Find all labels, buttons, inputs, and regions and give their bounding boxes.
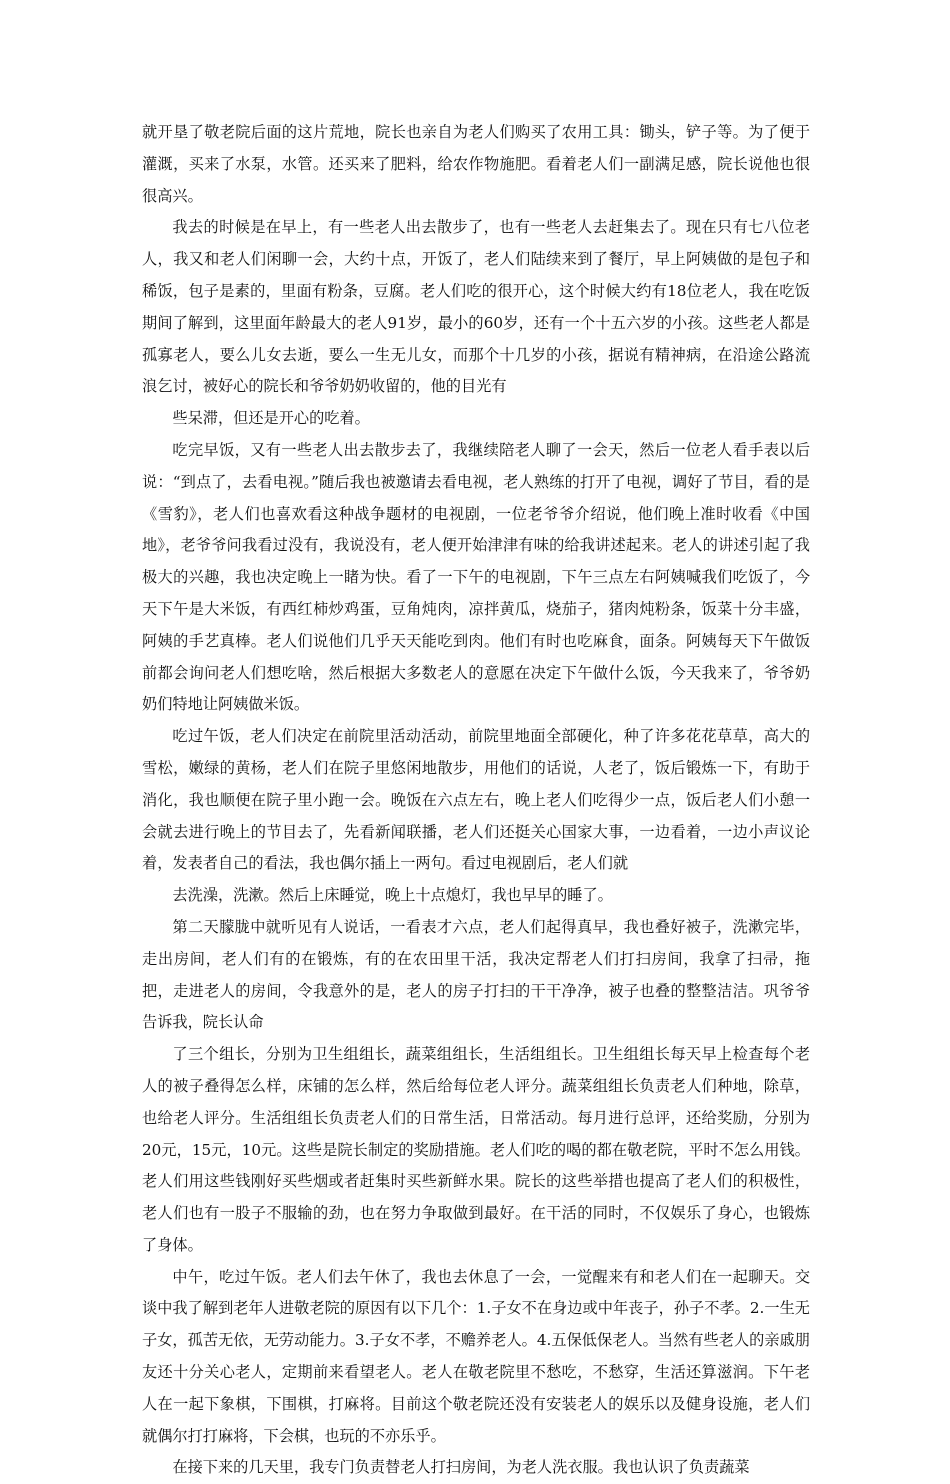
- paragraph: 些呆滞，但还是开心的吃着。: [172, 409, 370, 428]
- paragraph: 第二天朦胧中就听见有人说话，一看表才六点，老人们起得真早，我也叠好被子，洗漱完毕，走出房间，老人们有的在锻炼，有的在农田里干活，我决定帮老人们打扫房间，我拿了扫帚，拖把，走进老人的房间，令我意外的是，老人的房子打扫的干干净净，被子也叠的整整洁洁。巩爷爷告诉我，院长认命: [142, 917, 810, 1032]
- paragraph: 了三个组长，分别为卫生组组长，蔬菜组组长，生活组组长。卫生组组长每天早上检查每个老人的被子叠得怎么样，床铺的怎么样，然后给每位老人评分。蔬菜组组长负责老人们种地，除草，也给老人评分。生活组组长负责老人们的日常生活，日常活动。每月进行总评，还给奖励，分别为20元，15元，10元。这些是院长制定的奖励措施。老人们吃的喝的都在敬老院，平时不怎么用钱。老人们用这些钱刚好买些烟或者赶集时买些新鲜水果。院长的这些举措也提高了老人们的积极性，老人们也有一股子不服输的劲，也在努力争取做到最好。在干活的同时，不仅娱乐了身心，也锻炼了身体。: [142, 1045, 810, 1254]
- paragraph: 中午，吃过午饭。老人们去午休了，我也去休息了一会，一觉醒来有和老人们在一起聊天。交谈中我了解到老年人进敬老院的原因有以下几个：1.子女不在身边或中年丧子，孙子不孝。2.一生无子女，孤苦无依，无劳动能力。3.子女不孝，不赡养老人。4.五保低保老人。当然有些老人的亲戚朋友还十分关心老人，定期前来看望老人。老人在敬老院里不愁吃，不愁穿，生活还算滋润。下午老人在一起下象棋，下围棋，打麻将。目前这个敬老院还没有安装老人的娱乐以及健身设施，老人们就偶尔打打麻将，下会棋，也玩的不亦乐乎。: [142, 1267, 810, 1445]
- paragraph: 去洗澡，洗漱。然后上床睡觉，晚上十点熄灯，我也早早的睡了。: [172, 886, 613, 905]
- paragraph: 我去的时候是在早上，有一些老人出去散步了，也有一些老人去赶集去了。现在只有七八位老人，我又和老人们闲聊一会，大约十点，开饭了，老人们陆续来到了餐厅，早上阿姨做的是包子和稀饭，包子是素的，里面有粉条，豆腐。老人们吃的很开心，这个时候大约有18位老人，我在吃饭期间了解到，这里面年龄最大的老人91岁，最小的60岁，还有一个十五六岁的小孩。这些老人都是孤寡老人，要么儿女去逝，要么一生无儿女，而那个十几岁的小孩，据说有精神病，在沿途公路流浪乞讨，被好心的院长和爷爷奶奶收留的，他的目光有: [142, 218, 810, 396]
- paragraph: 在接下来的几天里，我专门负责替老人打扫房间，为老人洗衣服。我也认识了负责蔬菜: [172, 1458, 750, 1477]
- paragraph: 吃过午饭，老人们决定在前院里活动活动，前院里地面全部硬化，种了许多花花草草，高大的雪松，嫩绿的黄杨，老人们在院子里悠闲地散步，用他们的话说，人老了，饭后锻炼一下，有助于消化，我也顺便在院子里小跑一会。晚饭在六点左右，晚上老人们吃得少一点，饭后老人们小憩一会就去进行晚上的节目去了，先看新闻联播，老人们还挺关心国家大事，一边看着，一边小声议论着，发表者自己的看法，我也偶尔插上一两句。看过电视剧后，老人们就: [142, 727, 810, 873]
- paragraph: 吃完早饭，又有一些老人出去散步去了，我继续陪老人聊了一会天，然后一位老人看手表以后说：“到点了，去看电视。”随后我也被邀请去看电视，老人熟练的打开了电视，调好了节目，看的是《雪豹》，老人们也喜欢看这种战争题材的电视剧，一位老爷爷介绍说，他们晚上准时收看《中国地》，老爷爷问我看过没有，我说没有，老人便开始津津有味的给我讲述起来。老人的讲述引起了我极大的兴趣，我也决定晚上一睹为快。看了一下午的电视剧，下午三点左右阿姨喊我们吃饭了，今天下午是大米饭，有西红柿炒鸡蛋，豆角炖肉，凉拌黄瓜，烧茄子，猪肉炖粉条，饭菜十分丰盛，阿姨的手艺真棒。老人们说他们几乎天天能吃到肉。他们有时也吃麻食，面条。阿姨每天下午做饭前都会询问老人们想吃啥，然后根据大多数老人的意愿在决定下午做什么饭，今天我来了，爷爷奶奶们特地让阿姨做米饭。: [142, 440, 810, 714]
- document-body: [142, 117, 810, 1484]
- paragraph: 就开垦了敬老院后面的这片荒地，院长也亲自为老人们购买了农用工具：锄头，铲子等。为了便于灌溉，买来了水泵，水管。还买来了肥料，给农作物施肥。看着老人们一副满足感，院长说他也很很高兴。: [142, 123, 810, 205]
